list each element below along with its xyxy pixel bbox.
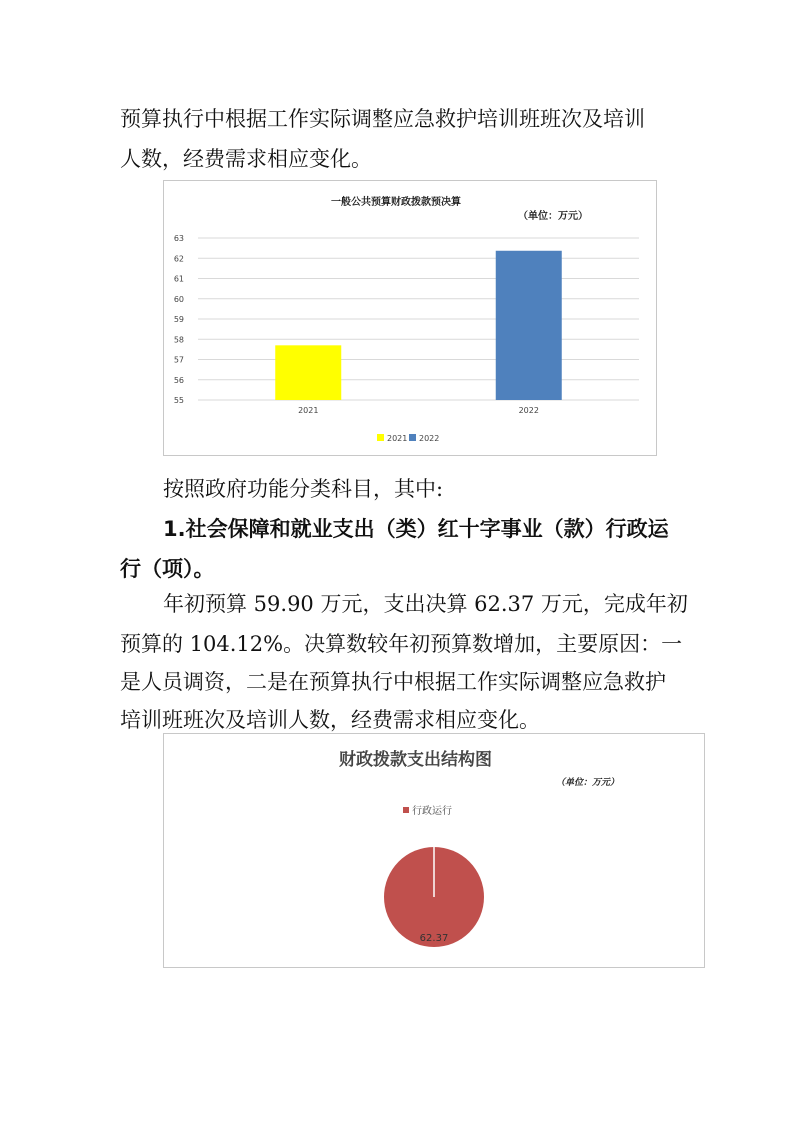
legend-swatch xyxy=(409,434,416,441)
y-tick-label: 55 xyxy=(173,396,184,405)
y-tick-label: 63 xyxy=(173,234,184,243)
legend-swatch xyxy=(377,434,384,441)
pie-chart xyxy=(164,734,704,967)
paragraph-line: 是人员调资，二是在预算执行中根据工作实际调整应急救护 xyxy=(120,670,666,694)
bar-chart-frame xyxy=(163,180,657,456)
bar-2022 xyxy=(496,251,562,400)
bar-chart-title: 一般公共预算财政拨款预决算 xyxy=(331,197,461,208)
bar-2021 xyxy=(275,345,341,400)
bar-chart-unit: （单位：万元） xyxy=(518,211,588,222)
bar-chart xyxy=(164,181,656,455)
legend-label: 2021 xyxy=(387,434,408,443)
y-tick-label: 58 xyxy=(173,335,184,345)
paragraph-line: 人数，经费需求相应变化。 xyxy=(120,147,372,171)
pie-chart-title: 财政拨款支出结构图 xyxy=(339,750,492,770)
paragraph-line: 年初预算 59.90 万元，支出决算 62.37 万元，完成年初 xyxy=(163,592,688,616)
pie-data-label: 62.37 xyxy=(419,933,449,944)
paragraph-line: 预算执行中根据工作实际调整应急救护培训班班次及培训 xyxy=(120,107,645,131)
y-tick-label: 57 xyxy=(173,355,184,365)
x-tick-label: 2021 xyxy=(298,406,319,415)
paragraph-line: 预算的 104.12%。决算数较年初预算数增加，主要原因：一 xyxy=(120,632,683,656)
pie-chart-frame xyxy=(163,733,705,968)
legend-label: 行政运行 xyxy=(412,806,452,817)
paragraph-line: 培训班班次及培训人数，经费需求相应变化。 xyxy=(120,708,540,732)
paragraph-line: 按照政府功能分类科目，其中: xyxy=(163,477,444,501)
y-tick-label: 60 xyxy=(173,294,184,304)
x-tick-label: 2022 xyxy=(518,406,539,415)
section-heading: 行（项）。 xyxy=(120,557,215,581)
y-tick-label: 59 xyxy=(173,315,184,324)
y-tick-label: 62 xyxy=(173,254,184,264)
y-tick-label: 61 xyxy=(173,274,184,284)
legend-label: 2022 xyxy=(419,434,440,443)
y-tick-label: 56 xyxy=(173,375,184,385)
section-heading: 1.社会保障和就业支出（类）红十字事业（款）行政运 xyxy=(163,517,669,541)
pie-chart-unit: （单位：万元） xyxy=(556,778,620,788)
legend-swatch xyxy=(403,807,409,813)
